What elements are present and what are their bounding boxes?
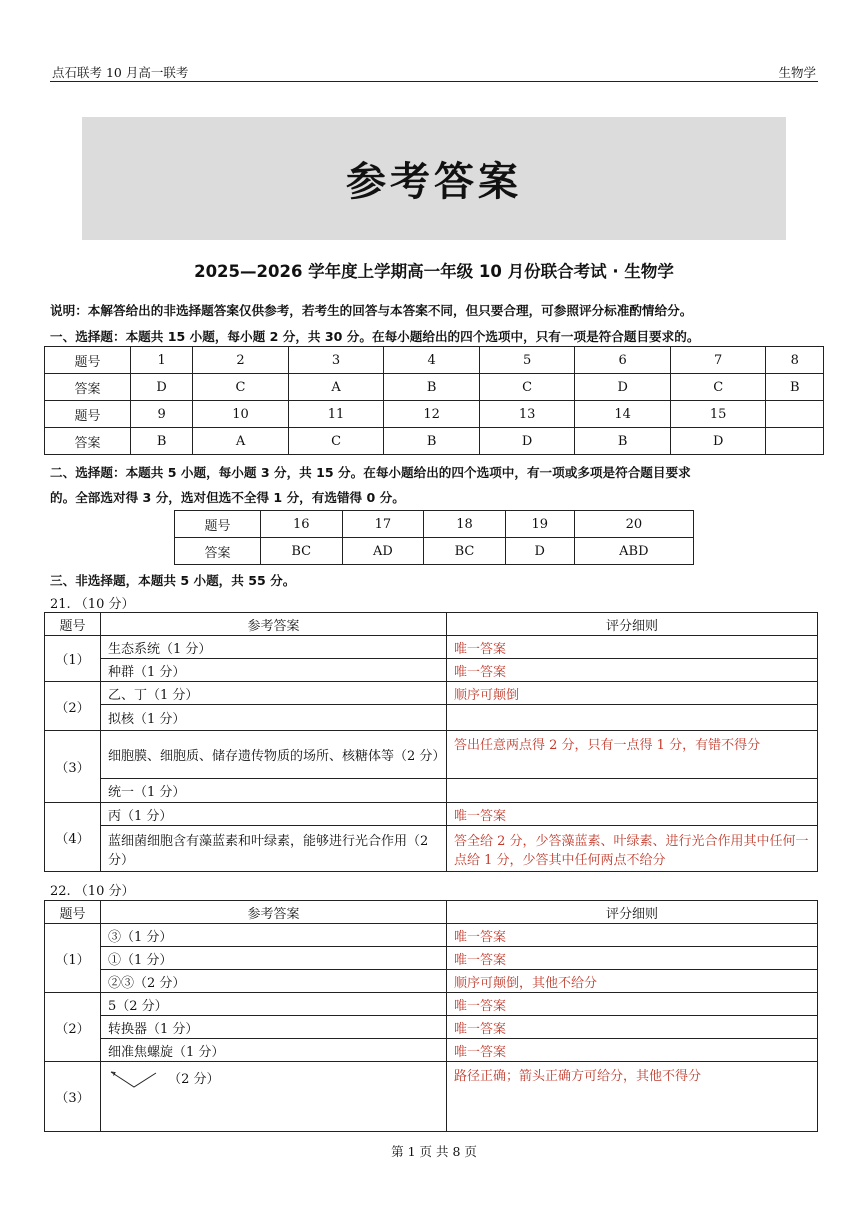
table-row [45,428,824,455]
path-arrow-diagram [108,1069,160,1091]
question-no: （3） [45,731,101,803]
table-row [45,374,824,401]
table-row [45,1062,818,1132]
answer-cell: 转换器（1 分） [101,1016,447,1039]
cell: D [505,538,574,565]
q22-table [44,900,818,1132]
header-no: 题号 [45,613,101,636]
section2-answer-table [174,510,694,565]
answer-score: （2 分） [168,1072,220,1087]
table-row [45,731,818,779]
section1-answer-table [44,346,824,455]
q22-label: 22. （10 分） [50,884,135,899]
rubric-cell: 唯一答案 [447,803,818,826]
question-no: （1） [45,636,101,682]
section2-title-line2: 的。全部选对得 3 分，选对但选不全得 1 分，有选错得 0 分。 [50,490,405,505]
cell: B [384,428,480,455]
cell [766,401,824,428]
cell: 3 [288,347,384,374]
cell: 11 [288,401,384,428]
table-row [45,636,818,659]
header-subject: 生物学 [778,65,816,80]
rubric-cell: 答全给 2 分，少答藻蓝素、叶绿素、进行光合作用其中任何一点给 1 分，少答其中任何两点不给分 [447,826,818,872]
question-no: （2） [45,682,101,731]
header-exam-name: 点石联考 10 月高一联考 [52,65,189,80]
rubric-cell: 唯一答案 [447,947,818,970]
table-header-row [45,613,818,636]
answer-cell: 细胞膜、细胞质、储存遗传物质的场所、核糖体等（2 分） [101,731,447,779]
row-label: 题号 [45,347,131,374]
cell: AD [342,538,424,565]
q21-label: 21. （10 分） [50,597,135,612]
rubric-cell: 唯一答案 [447,636,818,659]
answer-cell: 乙、丁（1 分） [101,682,447,705]
header-rubric: 评分细则 [447,613,818,636]
cell: 15 [670,401,766,428]
answer-cell: 蓝细菌细胞含有藻蓝素和叶绿素，能够进行光合作用（2 分） [101,826,447,872]
cell: 6 [575,347,671,374]
answer-cell: 细准焦螺旋（1 分） [101,1039,447,1062]
table-row [175,538,694,565]
table-row [45,924,818,947]
answer-cell: 拟核（1 分） [101,705,447,731]
row-label: 题号 [175,511,261,538]
rubric-cell: 唯一答案 [447,1039,818,1062]
cell: BC [261,538,343,565]
answer-cell: 生态系统（1 分） [101,636,447,659]
cell: B [131,428,193,455]
rubric-cell: 唯一答案 [447,659,818,682]
header-answer: 参考答案 [101,613,447,636]
cell: 16 [261,511,343,538]
rubric-cell: 答出任意两点得 2 分，只有一点得 1 分，有错不得分 [447,731,818,779]
table-row [45,970,818,993]
row-label: 答案 [175,538,261,565]
cell: 10 [193,401,289,428]
table-row [45,401,824,428]
cell: 1 [131,347,193,374]
table-row [45,682,818,705]
answer-cell: 5（2 分） [101,993,447,1016]
cell: B [384,374,480,401]
rubric-cell [447,779,818,803]
table-row [45,1016,818,1039]
rubric-cell [447,705,818,731]
rubric-cell: 唯一答案 [447,924,818,947]
title-banner [82,117,786,240]
section1-title: 一、选择题：本题共 15 小题，每小题 2 分，共 30 分。在每小题给出的四个选项中，只有一项是符合题目要求的。 [50,329,700,344]
cell: C [670,374,766,401]
row-label: 答案 [45,428,131,455]
rubric-cell: 路径正确；箭头正确方可给分，其他不得分 [447,1062,818,1132]
section2-title-line1: 二、选择题：本题共 5 小题，每小题 3 分，共 15 分。在每小题给出的四个选项中，有一项或多项是符合题目要求 [50,465,691,480]
cell: 8 [766,347,824,374]
cell: C [288,428,384,455]
cell: B [766,374,824,401]
cell: D [575,374,671,401]
note-text: 说明：本解答给出的非选择题答案仅供参考，若考生的回答与本答案不同，但只要合理，可参照评分标准酌情给分。 [50,303,693,318]
answer-cell: 种群（1 分） [101,659,447,682]
cell: C [193,374,289,401]
question-no: （2） [45,993,101,1062]
section3-title: 三、非选择题，本题共 5 小题，共 55 分。 [50,573,296,588]
cell [766,428,824,455]
cell: C [479,374,575,401]
cell: 12 [384,401,480,428]
question-no: （1） [45,924,101,993]
table-row [45,659,818,682]
table-row [45,803,818,826]
row-label: 答案 [45,374,131,401]
table-row [45,993,818,1016]
rubric-cell: 顺序可颠倒 [447,682,818,705]
cell: BC [424,538,506,565]
table-row [45,779,818,803]
cell: 13 [479,401,575,428]
cell: 9 [131,401,193,428]
cell: ABD [574,538,693,565]
answer-cell: 丙（1 分） [101,803,447,826]
answer-cell: ②③（2 分） [101,970,447,993]
cell: 14 [575,401,671,428]
banner-title: 参考答案 [346,158,522,205]
exam-subtitle: 2025—2026 学年度上学期高一年级 10 月份联合考试 · 生物学 [194,262,674,281]
table-row [45,347,824,374]
page-header [50,62,818,82]
cell: D [479,428,575,455]
cell: A [288,374,384,401]
cell: D [131,374,193,401]
cell: D [670,428,766,455]
rubric-cell: 顺序可颠倒，其他不给分 [447,970,818,993]
table-row [45,947,818,970]
rubric-cell: 唯一答案 [447,1016,818,1039]
answer-cell: ①（1 分） [101,947,447,970]
cell: B [575,428,671,455]
table-row [45,1039,818,1062]
header-rubric: 评分细则 [447,901,818,924]
row-label: 题号 [45,401,131,428]
q21-table [44,612,818,872]
answer-cell: ③（1 分） [101,924,447,947]
cell: 2 [193,347,289,374]
cell: A [193,428,289,455]
answer-cell: 统一（1 分） [101,779,447,803]
cell: 17 [342,511,424,538]
page-footer: 第 1 页 共 8 页 [391,1144,477,1159]
cell: 20 [574,511,693,538]
table-row [45,705,818,731]
cell: 4 [384,347,480,374]
rubric-cell: 唯一答案 [447,993,818,1016]
header-answer: 参考答案 [101,901,447,924]
cell: 19 [505,511,574,538]
table-row [175,511,694,538]
table-row [45,826,818,872]
header-no: 题号 [45,901,101,924]
cell: 5 [479,347,575,374]
cell: 7 [670,347,766,374]
table-header-row [45,901,818,924]
cell: 18 [424,511,506,538]
answer-cell-with-diagram [101,1062,447,1132]
question-no: （4） [45,803,101,872]
question-no: （3） [45,1062,101,1132]
